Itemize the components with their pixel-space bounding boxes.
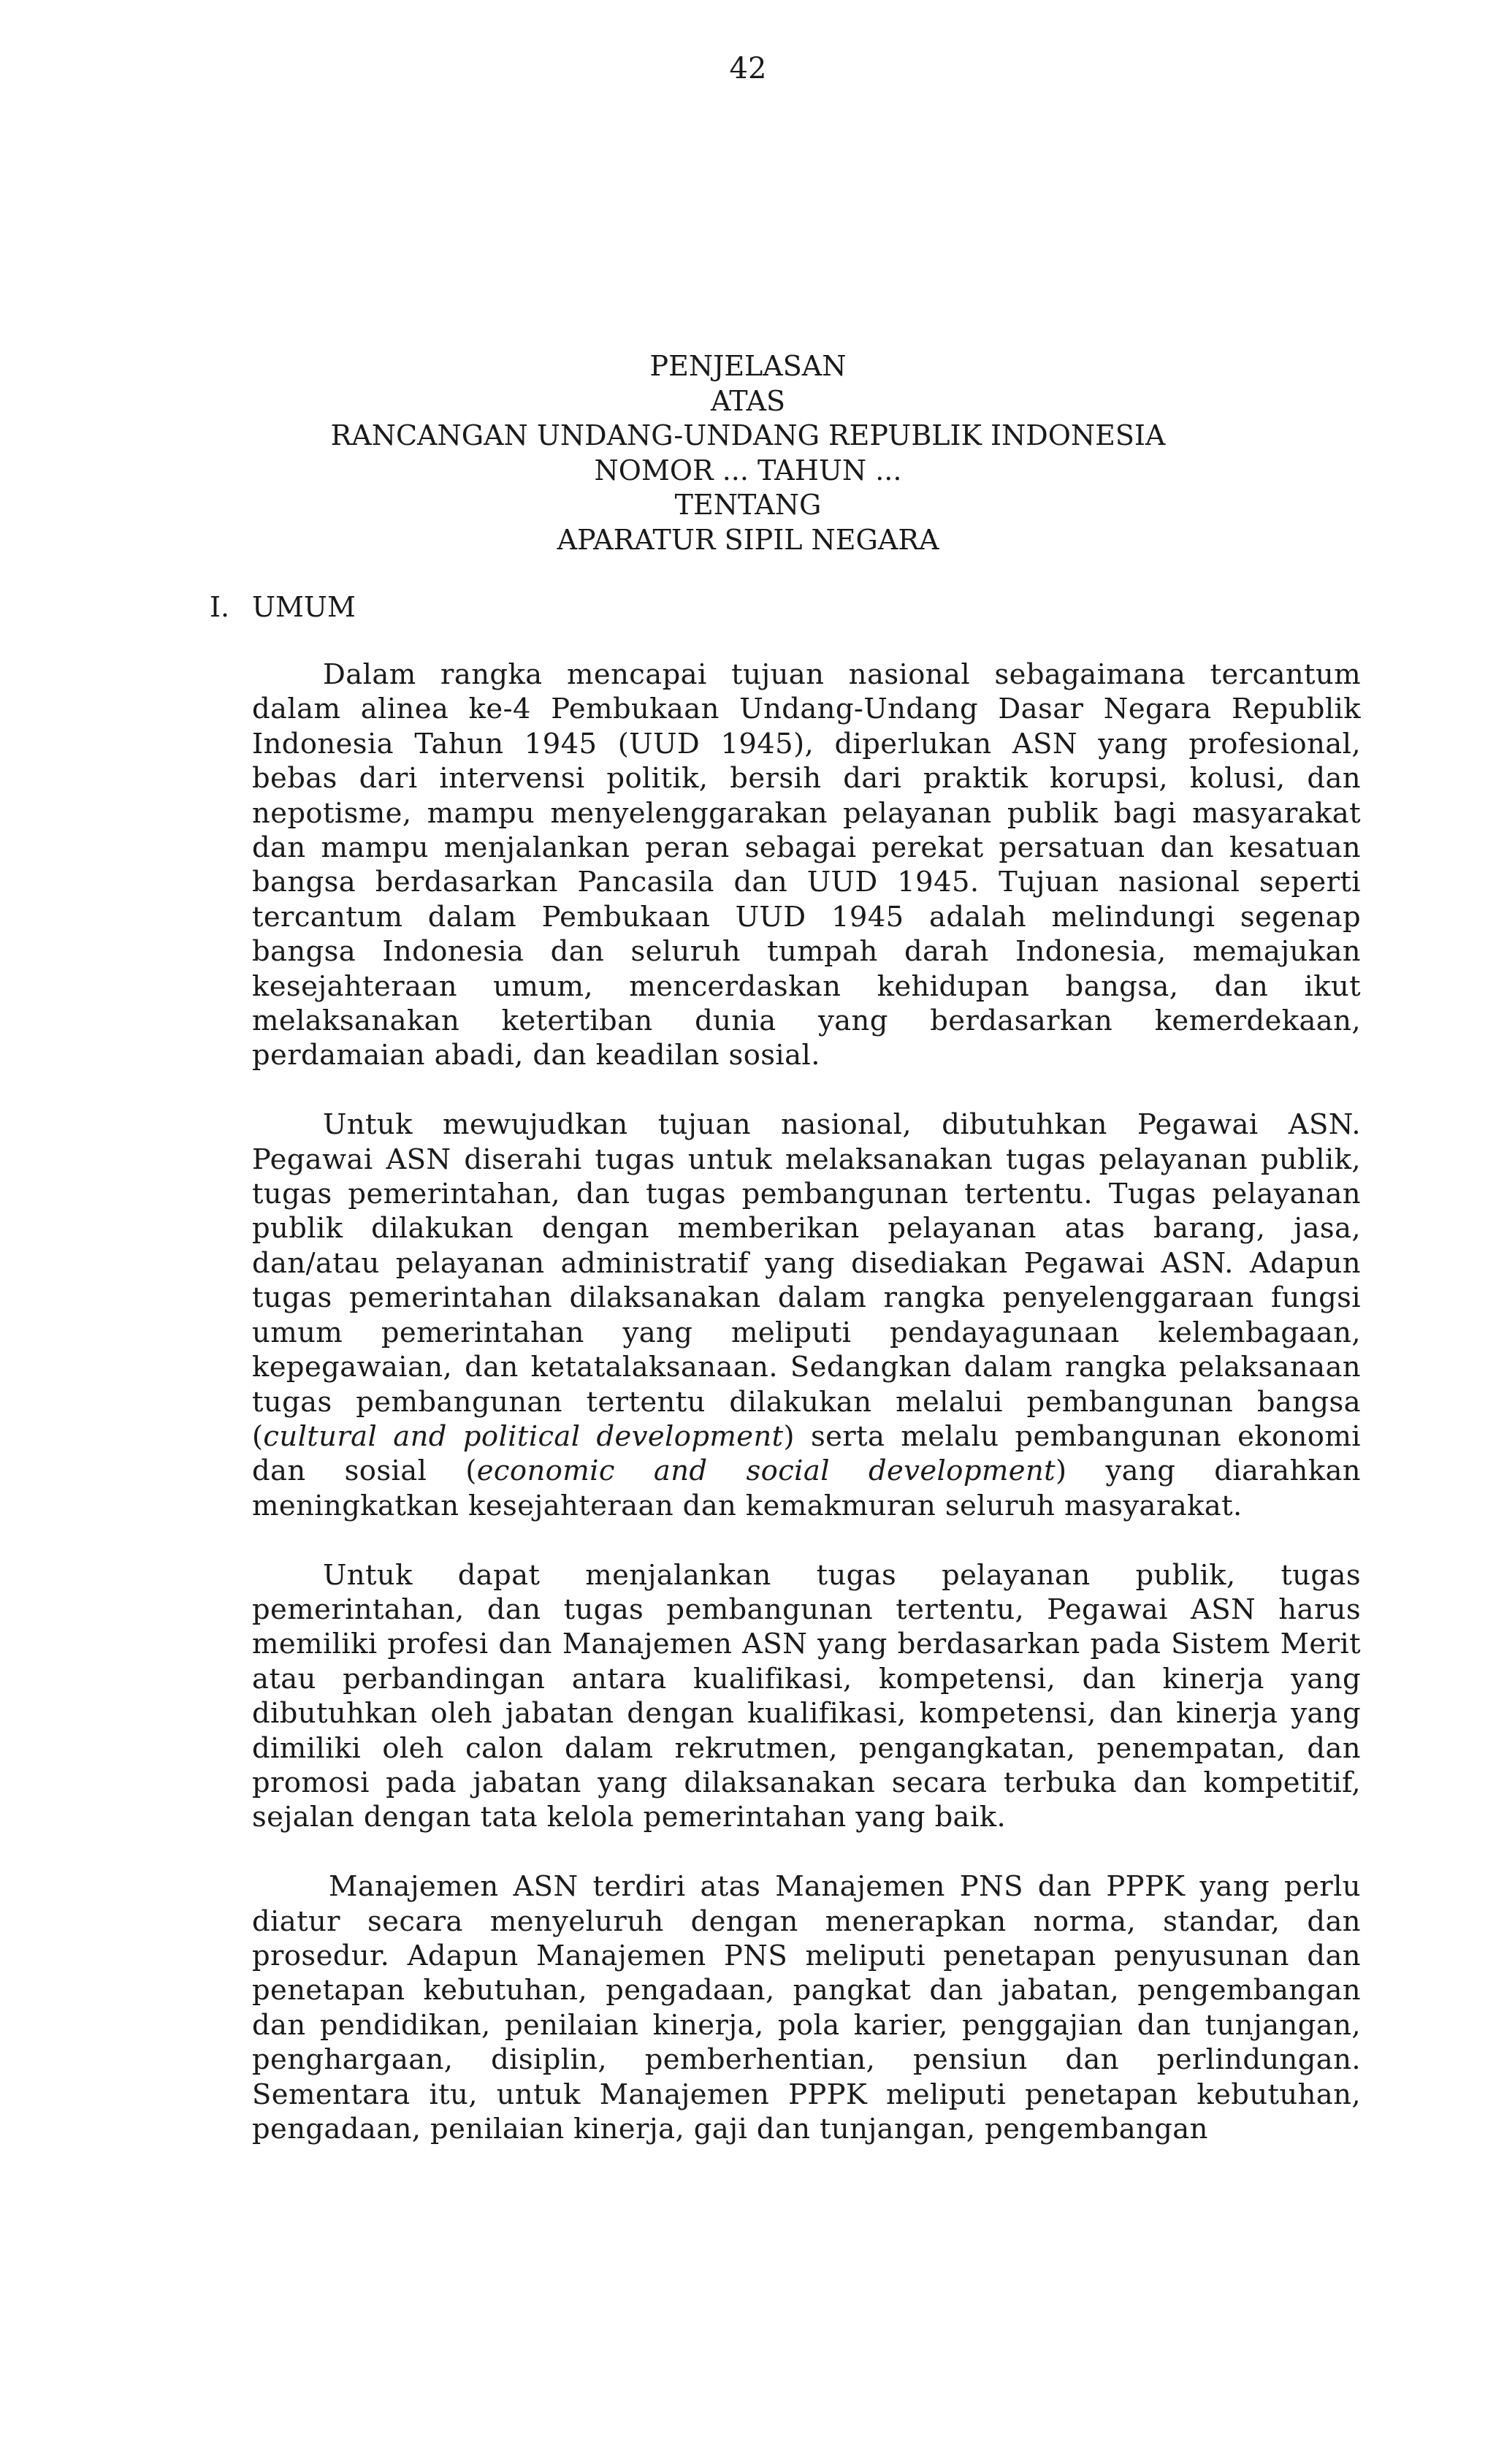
section-number: I. — [210, 591, 230, 623]
body-text — [252, 657, 1361, 2146]
title-line-atas: ATAS — [710, 384, 786, 417]
section-label: UMUM — [252, 591, 356, 623]
paragraph-2 — [252, 1107, 1361, 1523]
paragraph-3: Untuk dapat menjalankan tugas pelayanan publik, tugas pemerintahan, dan tugas pembangunan tertentu, Pegawai ASN harus memiliki profesi dan Manajemen ASN yang berdasarkan pada Sistem Merit atau perbandingan antara kualifikasi, kompetensi, dan kinerja yang dibutuhkan oleh jabatan dengan kualifikasi, kompetensi, dan kinerja yang dimiliki oleh calon dalam rekrutmen, pengangkatan, penempatan, dan promosi pada jabatan yang dilaksanakan secara terbuka dan kompetitif, sejalan dengan tata kelola pemerintahan yang baik. — [252, 1558, 1361, 1834]
paragraph-2-part-1: Untuk mewujudkan tujuan nasional, dibutuhkan Pegawai ASN. Pegawai ASN diserahi tugas untuk melaksanakan tugas pelayanan publik, tugas pemerintahan, dan tugas pembangunan tertentu. Tugas pelayanan publik dilakukan dengan memberikan pelayanan atas barang, jasa, dan/atau pelayanan administratif yang disediakan Pegawai ASN. Adapun tugas pemerintahan dilaksanakan dalam rangka penyelenggaraan fungsi umum pemerintahan yang meliputi pendayagunaan kelembagaan, kepegawaian, dan ketatalaksanaan. Sedangkan dalam rangka pelaksanaan tugas pembangunan tertentu dilakukan melalui pembangunan bangsa ( — [252, 1108, 1361, 1453]
paragraph-4: Manajemen ASN terdiri atas Manajemen PNS dan PPPK yang perlu diatur secara menyeluruh dengan menerapkan norma, standar, dan prosedur. Adapun Manajemen PNS meliputi penetapan penyusunan dan penetapan kebutuhan, pengadaan, pangkat dan jabatan, pengembangan dan pendidikan, penilaian kinerja, pola karier, penggajian dan tunjangan, penghargaan, disiplin, pemberhentian, pensiun dan perlindungan. Sementara itu, untuk Manajemen PPPK meliputi penetapan kebutuhan, pengadaan, penilaian kinerja, gaji dan tunjangan, pengembangan — [252, 1870, 1361, 2146]
paragraph-2-italic-1: cultural and political development — [263, 1419, 784, 1453]
document-title — [0, 349, 1496, 557]
title-line-rancangan: RANCANGAN UNDANG-UNDANG REPUBLIK INDONESIA — [330, 419, 1166, 451]
paragraph-2-italic-2: economic and social development — [476, 1454, 1056, 1488]
title-line-tentang: TENTANG — [674, 489, 822, 521]
title-line-nomor: NOMOR ... TAHUN ... — [594, 454, 902, 487]
page-number: 42 — [729, 52, 767, 85]
title-line-subject: APARATUR SIPIL NEGARA — [557, 523, 939, 556]
section-heading — [210, 590, 356, 625]
paragraph-2-part-2: ) serta melalu pembangunan ekonomi dan sosial ( — [252, 1419, 1361, 1488]
paragraph-2-part-3: ) yang diarahkan meningkatkan kesejahteraan dan kemakmuran seluruh masyarakat. — [252, 1454, 1362, 1522]
title-line-penjelasan: PENJELASAN — [649, 350, 847, 382]
paragraph-1: Dalam rangka mencapai tujuan nasional sebagaimana tercantum dalam alinea ke-4 Pembukaan Undang-Undang Dasar Negara Republik Indonesia Tahun 1945 (UUD 1945), diperlukan ASN yang profesional, bebas dari intervensi politik, bersih dari praktik korupsi, kolusi, dan nepotisme, mampu menyelenggarakan pelayanan publik bagi masyarakat dan mampu menjalankan peran sebagai perekat persatuan dan kesatuan bangsa berdasarkan Pancasila dan UUD 1945. Tujuan nasional seperti tercantum dalam Pembukaan UUD 1945 adalah melindungi segenap bangsa Indonesia dan seluruh tumpah darah Indonesia, memajukan kesejahteraan umum, mencerdaskan kehidupan bangsa, dan ikut melaksanakan ketertiban dunia yang berdasarkan kemerdekaan, perdamaian abadi, dan keadilan sosial. — [252, 658, 1361, 1072]
